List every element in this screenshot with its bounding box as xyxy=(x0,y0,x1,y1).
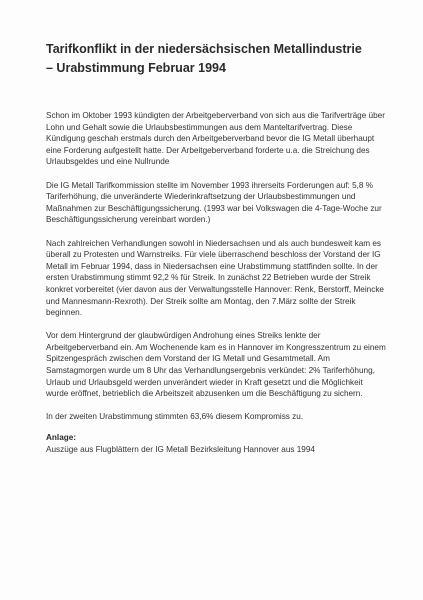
paragraph-zweite-urabstimmung: In der zweiten Urabstimmung stimmten 63,6% diesem Kompromiss zu. xyxy=(46,412,304,422)
paragraph-verhandlungsergebnis: Vor dem Hintergrund der glaubwürdigen Androhung eines Streiks lenkte der Arbeitgeberverband ein. Am Wochenende kam es in Hannover im Kongresszentrum zu einem Spitzengespräch zwischen dem Vorstand der IG Metall und Gesamtmetall. Am Samstagmorgen wurde um 8 Uhr das Verhandlungsergebnis verkündet: 2% Tariferhöhung, Urlaub und Urlaubsgeld werden unverändert wieder in Kraft gesetzt und die Möglichkeit wurde eröffnet, betrieblich die Arbeitszeit abzusenken um die Beschäftigung zu sichern. xyxy=(46,331,386,399)
title-line-1: Tarifkonflikt in der niedersächsischen Metallindustrie xyxy=(46,42,362,56)
annex-label: Anlage: xyxy=(46,433,77,443)
document-title xyxy=(46,40,386,78)
title-line-2: – Urabstimmung Februar 1994 xyxy=(46,61,226,75)
paragraph-kuendigung: Schon im Oktober 1993 kündigten der Arbeitgeberverband von sich aus die Tarifverträge über Lohn und Gehalt sowie die Urlaubsbestimmungen aus dem Manteltarifvertrag. Diese Kündigung geschah erstmals durch den Arbeitgeberverband bevor die IG Metall überhaupt eine Forderung aufgestellt hatte. Der Arbeitgeberverband forderte u.a. die Streichung des Urlaubsgeldes und eine Nullrunde xyxy=(46,111,385,167)
annex-text: Auszüge aus Flugblättern der IG Metall Bezirksleitung Hannover aus 1994 xyxy=(46,444,315,454)
document-body xyxy=(46,110,386,455)
paragraph-forderungen: Die IG Metall Tarifkommission stellte im November 1993 ihrerseits Forderungen auf: 5,8 % Tariferhöhung, die unveränderte Wiederinkraftsetzung der Urlaubsbestimmungen und Maßnahmen zur Beschäftigungssicherung. (1993 war bei Volkswagen die 4-Tage-Woche zur Beschäftigungssicherung vereinbart worden.) xyxy=(46,180,382,225)
paragraph-urabstimmung: Nach zahlreichen Verhandlungen sowohl in Niedersachsen und als auch bundesweit kam es überall zu Protesten und Warnstreiks. Für viele überraschend beschloss der Vorstand der IG Metall im Februar 1994, dass in Niedersachsen eine Urabstimmung stattfinden sollte. In der ersten Urabstimmung stimmt 92,2 % für Streik. In zunächst 22 Betrieben wurde der Streik konkret vorbereitet (vier davon aus der Verwaltungsstelle Hannover: Renk, Berstorff, Meincke und Mannesmann-Rexroth). Der Streik sollte am Montag, den 7.März sollte der Streik beginnen. xyxy=(46,238,384,318)
